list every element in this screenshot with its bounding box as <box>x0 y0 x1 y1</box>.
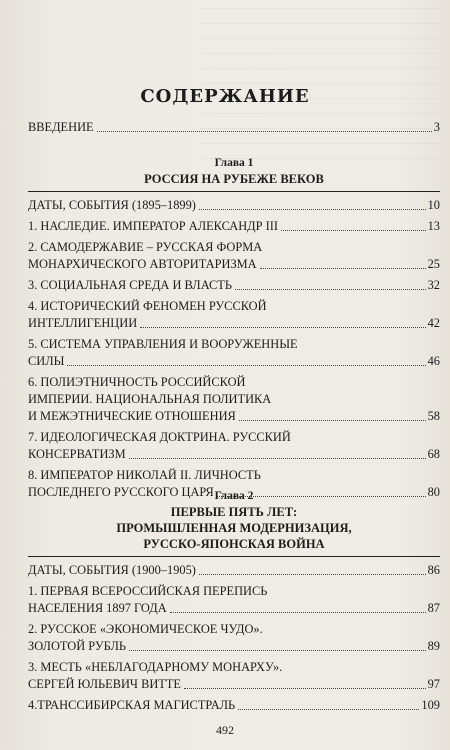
entry-page: 109 <box>421 698 440 712</box>
page-number: 492 <box>216 723 234 737</box>
entry-title-line: 7. ИДЕОЛОГИЧЕСКАЯ ДОКТРИНА. РУССКИЙ <box>28 430 291 444</box>
entry-last-line <box>28 353 440 370</box>
entry-last-line <box>28 197 440 214</box>
entry-title-line: 1. ПЕРВАЯ ВСЕРОССИЙСКАЯ ПЕРЕПИСЬ <box>28 584 268 598</box>
dot-leader <box>199 573 426 575</box>
entry-page: 80 <box>427 485 440 499</box>
dot-leader <box>239 419 426 421</box>
dot-leader <box>184 687 426 689</box>
entry-last-line <box>28 562 440 579</box>
entry-title-line: ДАТЫ, СОБЫТИЯ (1895–1899) <box>28 198 196 212</box>
entry-last-line <box>28 676 440 693</box>
entry-title-line: 8. ИМПЕРАТОР НИКОЛАЙ II. ЛИЧНОСТЬ <box>28 468 261 482</box>
entry-title-line: КОНСЕРВАТИЗМ <box>28 447 126 461</box>
entry-title-line: СИЛЫ <box>28 354 65 368</box>
chapter-1-entries <box>28 197 440 501</box>
entry-page: 42 <box>427 316 440 330</box>
divider <box>28 191 440 192</box>
entry-page: 97 <box>427 677 440 691</box>
entry-title-line: ИМПЕРИИ. НАЦИОНАЛЬНАЯ ПОЛИТИКА <box>28 392 272 406</box>
entry-title-line: МОНАРХИЧЕСКОГО АВТОРИТАРИЗМА <box>28 257 257 271</box>
toc-entry <box>28 697 440 714</box>
toc-entry-intro <box>28 119 440 136</box>
dot-leader <box>238 708 419 710</box>
entry-title-line: 5. СИСТЕМА УПРАВЛЕНИЯ И ВООРУЖЕННЫЕ <box>28 337 298 351</box>
toc-entry <box>28 659 440 693</box>
toc-entry <box>28 277 440 294</box>
entry-page: 13 <box>427 219 440 233</box>
toc-entry <box>28 298 440 332</box>
entry-title-line: 3. СОЦИАЛЬНАЯ СРЕДА И ВЛАСТЬ <box>28 278 232 292</box>
entry-page: 87 <box>427 601 440 615</box>
entry-last-line <box>28 446 440 463</box>
dot-leader <box>97 130 432 132</box>
entry-title-line: 2. РУССКОЕ «ЭКОНОМИЧЕСКОЕ ЧУДО». <box>28 622 263 636</box>
dot-leader <box>67 364 425 366</box>
chapter-label: Глава 2 <box>214 490 254 502</box>
entry-page: 3 <box>433 120 440 134</box>
entry-last-line <box>28 218 440 235</box>
chapter-title: РОССИЯ НА РУБЕЖЕ ВЕКОВ <box>144 172 324 186</box>
dot-leader <box>199 208 426 210</box>
dot-leader <box>129 649 426 651</box>
contents-heading: СОДЕРЖАНИЕ <box>140 86 310 107</box>
intro-section <box>28 119 440 136</box>
entry-page: 10 <box>427 198 440 212</box>
entry-title-line: 1. НАСЛЕДИЕ. ИМПЕРАТОР АЛЕКСАНДР III <box>28 219 278 233</box>
entry-title-line: НАСЕЛЕНИЯ 1897 ГОДА <box>28 601 167 615</box>
chapter-1 <box>28 155 440 505</box>
entry-title: ВВЕДЕНИЕ <box>28 120 94 134</box>
dot-leader <box>129 457 426 459</box>
entry-page: 46 <box>427 354 440 368</box>
dot-leader <box>260 267 426 269</box>
chapter-2 <box>28 488 440 718</box>
chapter-2-heading <box>28 488 440 552</box>
entry-title-line: 4.ТРАНССИБИРСКАЯ МАГИСТРАЛЬ <box>28 698 236 712</box>
entry-title-line: ПОСЛЕДНЕГО РУССКОГО ЦАРЯ <box>28 485 214 499</box>
chapter-1-heading <box>28 155 440 187</box>
toc-entry <box>28 621 440 655</box>
chapter-2-entries <box>28 562 440 714</box>
toc-entry <box>28 239 440 273</box>
toc-entry <box>28 197 440 214</box>
entry-last-line <box>28 256 440 273</box>
entry-last-line <box>28 600 440 617</box>
toc-entry <box>28 583 440 617</box>
dot-leader <box>235 288 426 290</box>
entry-last-line <box>28 638 440 655</box>
chapter-title-line-2: ПРОМЫШЛЕННАЯ МОДЕРНИЗАЦИЯ, <box>116 521 352 535</box>
toc-entry <box>28 429 440 463</box>
dot-leader <box>140 326 425 328</box>
dot-leader <box>170 611 426 613</box>
entry-last-line <box>28 408 440 425</box>
entry-last-line <box>28 277 440 294</box>
chapter-title-line-1: ПЕРВЫЕ ПЯТЬ ЛЕТ: <box>170 505 298 519</box>
entry-title-line: ЗОЛОТОЙ РУБЛЬ <box>28 639 126 653</box>
entry-page: 89 <box>427 639 440 653</box>
dot-leader <box>281 229 426 231</box>
entry-title-line: ИНТЕЛЛИГЕНЦИИ <box>28 316 138 330</box>
entry-title-line: 2. САМОДЕРЖАВИЕ – РУССКАЯ ФОРМА <box>28 240 263 254</box>
chapter-label: Глава 1 <box>214 157 254 169</box>
entry-title-line: 4. ИСТОРИЧЕСКИЙ ФЕНОМЕН РУССКОЙ <box>28 299 267 313</box>
toc-entry <box>28 336 440 370</box>
entry-page: 68 <box>427 447 440 461</box>
entry-title-line: И МЕЖЭТНИЧЕСКИЕ ОТНОШЕНИЯ <box>28 409 236 423</box>
entry-page: 86 <box>427 563 440 577</box>
entry-page: 25 <box>427 257 440 271</box>
entry-page: 32 <box>427 278 440 292</box>
toc-entry <box>28 218 440 235</box>
toc-entry <box>28 374 440 425</box>
entry-page: 58 <box>427 409 440 423</box>
entry-last-line <box>28 697 440 714</box>
toc-entry <box>28 562 440 579</box>
entry-title-line: ДАТЫ, СОБЫТИЯ (1900–1905) <box>28 563 196 577</box>
divider <box>28 556 440 557</box>
entry-title-line: 6. ПОЛИЭТНИЧНОСТЬ РОССИЙСКОЙ <box>28 375 246 389</box>
entry-last-line <box>28 315 440 332</box>
entry-title-line: СЕРГЕЙ ЮЛЬЕВИЧ ВИТТЕ <box>28 677 181 691</box>
entry-title-line: 3. МЕСТЬ «НЕБЛАГОДАРНОМУ МОНАРХУ». <box>28 660 283 674</box>
chapter-title-line-3: РУССКО-ЯПОНСКАЯ ВОЙНА <box>143 537 325 551</box>
